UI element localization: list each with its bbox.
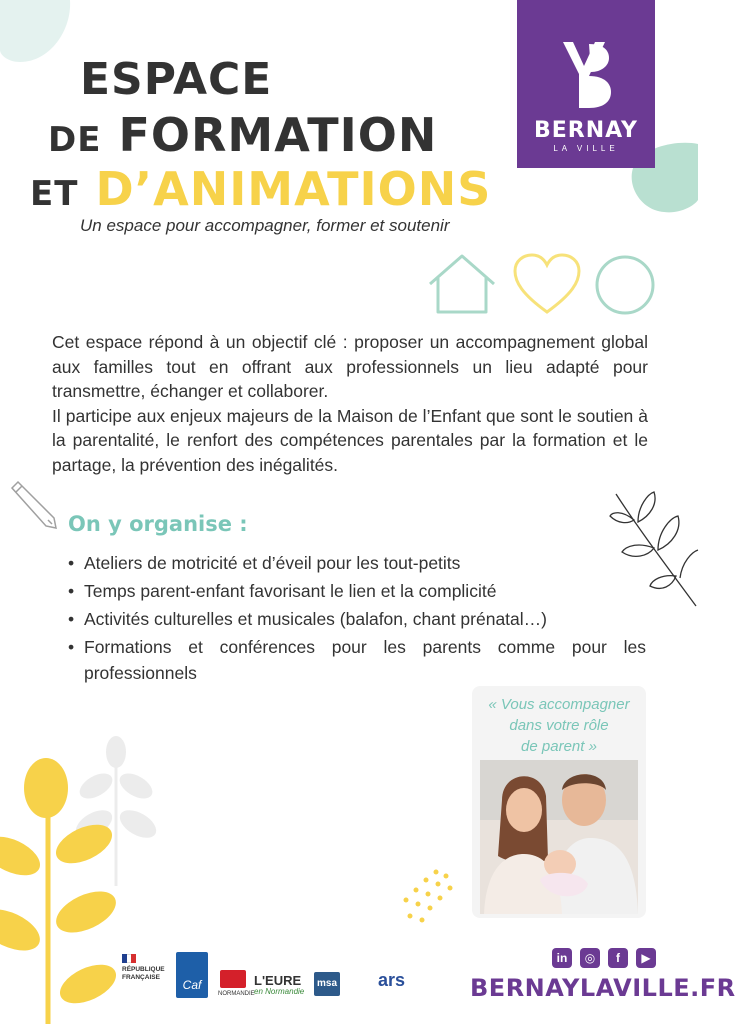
partner-normandie-label: NORMANDIE [218, 991, 255, 997]
linkedin-icon[interactable]: in [552, 948, 572, 968]
partner-caf-label: Caf [182, 978, 202, 992]
intro-paragraph-2: Il participe aux enjeux majeurs de la Maison de l’Enfant que sont le soutien à la parentalité, le renfort des compétences parentales par la formation et le partage, la prévention des inégalités. [52, 405, 648, 475]
logo-name: BERNAY [533, 118, 638, 143]
partner-eure-logo [254, 974, 304, 997]
partner-ars-logo [378, 970, 405, 990]
instagram-icon[interactable]: ◎ [580, 948, 600, 968]
partner-republique-logo [122, 954, 170, 982]
quote-line: dans votre rôle [509, 717, 609, 734]
title-line-2-main: FORMATION [118, 108, 438, 162]
section-heading: On y organise : [68, 512, 248, 536]
subtitle: Un espace pour accompagner, former et soutenir [80, 216, 450, 235]
activities-list [64, 550, 646, 688]
heart-icon [512, 252, 582, 316]
pencil-icon [8, 480, 60, 532]
bernay-logo[interactable] [517, 0, 655, 168]
decor-blob-top-left [0, 0, 80, 70]
partner-ars-label: ars [378, 970, 406, 990]
logo-tagline: LA VILLE [553, 144, 619, 153]
partner-caf-logo [176, 952, 208, 998]
intro-text [52, 330, 648, 477]
title-line-3-prefix: ET [30, 174, 79, 214]
list-item: • Ateliers de motricité et d’éveil pour les tout-petits [64, 550, 646, 576]
partner-normandie-logo [218, 970, 255, 998]
list-item: • Temps parent-enfant favorisant le lien et la complicité [64, 578, 646, 604]
title-line-1: ESPACE [80, 54, 273, 105]
family-photo-illustration [480, 760, 638, 914]
quote-line: de parent » [521, 738, 597, 755]
partner-eure-label: L'EURE [254, 973, 302, 988]
title-line-3 [30, 162, 492, 216]
list-item: • Formations et conférences pour les parents comme pour les professionnels [64, 634, 646, 686]
title-line-3-main: D’ANIMATIONS [95, 162, 492, 216]
intro-paragraph-1: Cet espace répond à un objectif clé : proposer un accompagnement global aux familles tout en offrant aux professionnels un lieu adapté pour transmettre, échanger et collaborer. [52, 332, 648, 401]
title-line-2 [48, 108, 438, 162]
partner-republique-label: RÉPUBLIQUE FRANÇAISE [122, 966, 165, 981]
yellow-dots-decoration-icon [396, 866, 456, 926]
quote-text [472, 694, 646, 757]
family-photo [480, 760, 638, 914]
title-line-2-prefix: DE [48, 120, 102, 160]
bernay-logo-mark-icon [559, 40, 613, 110]
social-links [552, 948, 656, 968]
yellow-plant-decoration-icon [0, 760, 120, 1024]
partner-msa-label: msa [316, 978, 337, 989]
circle-icon [594, 254, 656, 316]
partner-msa-logo [314, 972, 340, 996]
house-icon [424, 252, 500, 316]
list-item: • Activités culturelles et musicales (balafon, chant prénatal…) [64, 606, 646, 632]
youtube-icon[interactable]: ▶ [636, 948, 656, 968]
quote-line: « Vous accompagner [488, 696, 630, 713]
website-link[interactable]: BERNAYLAVILLE.FR [470, 974, 736, 1002]
facebook-icon[interactable]: f [608, 948, 628, 968]
quote-card [472, 686, 646, 918]
partner-eure-sublabel: en Normandie [254, 987, 305, 996]
